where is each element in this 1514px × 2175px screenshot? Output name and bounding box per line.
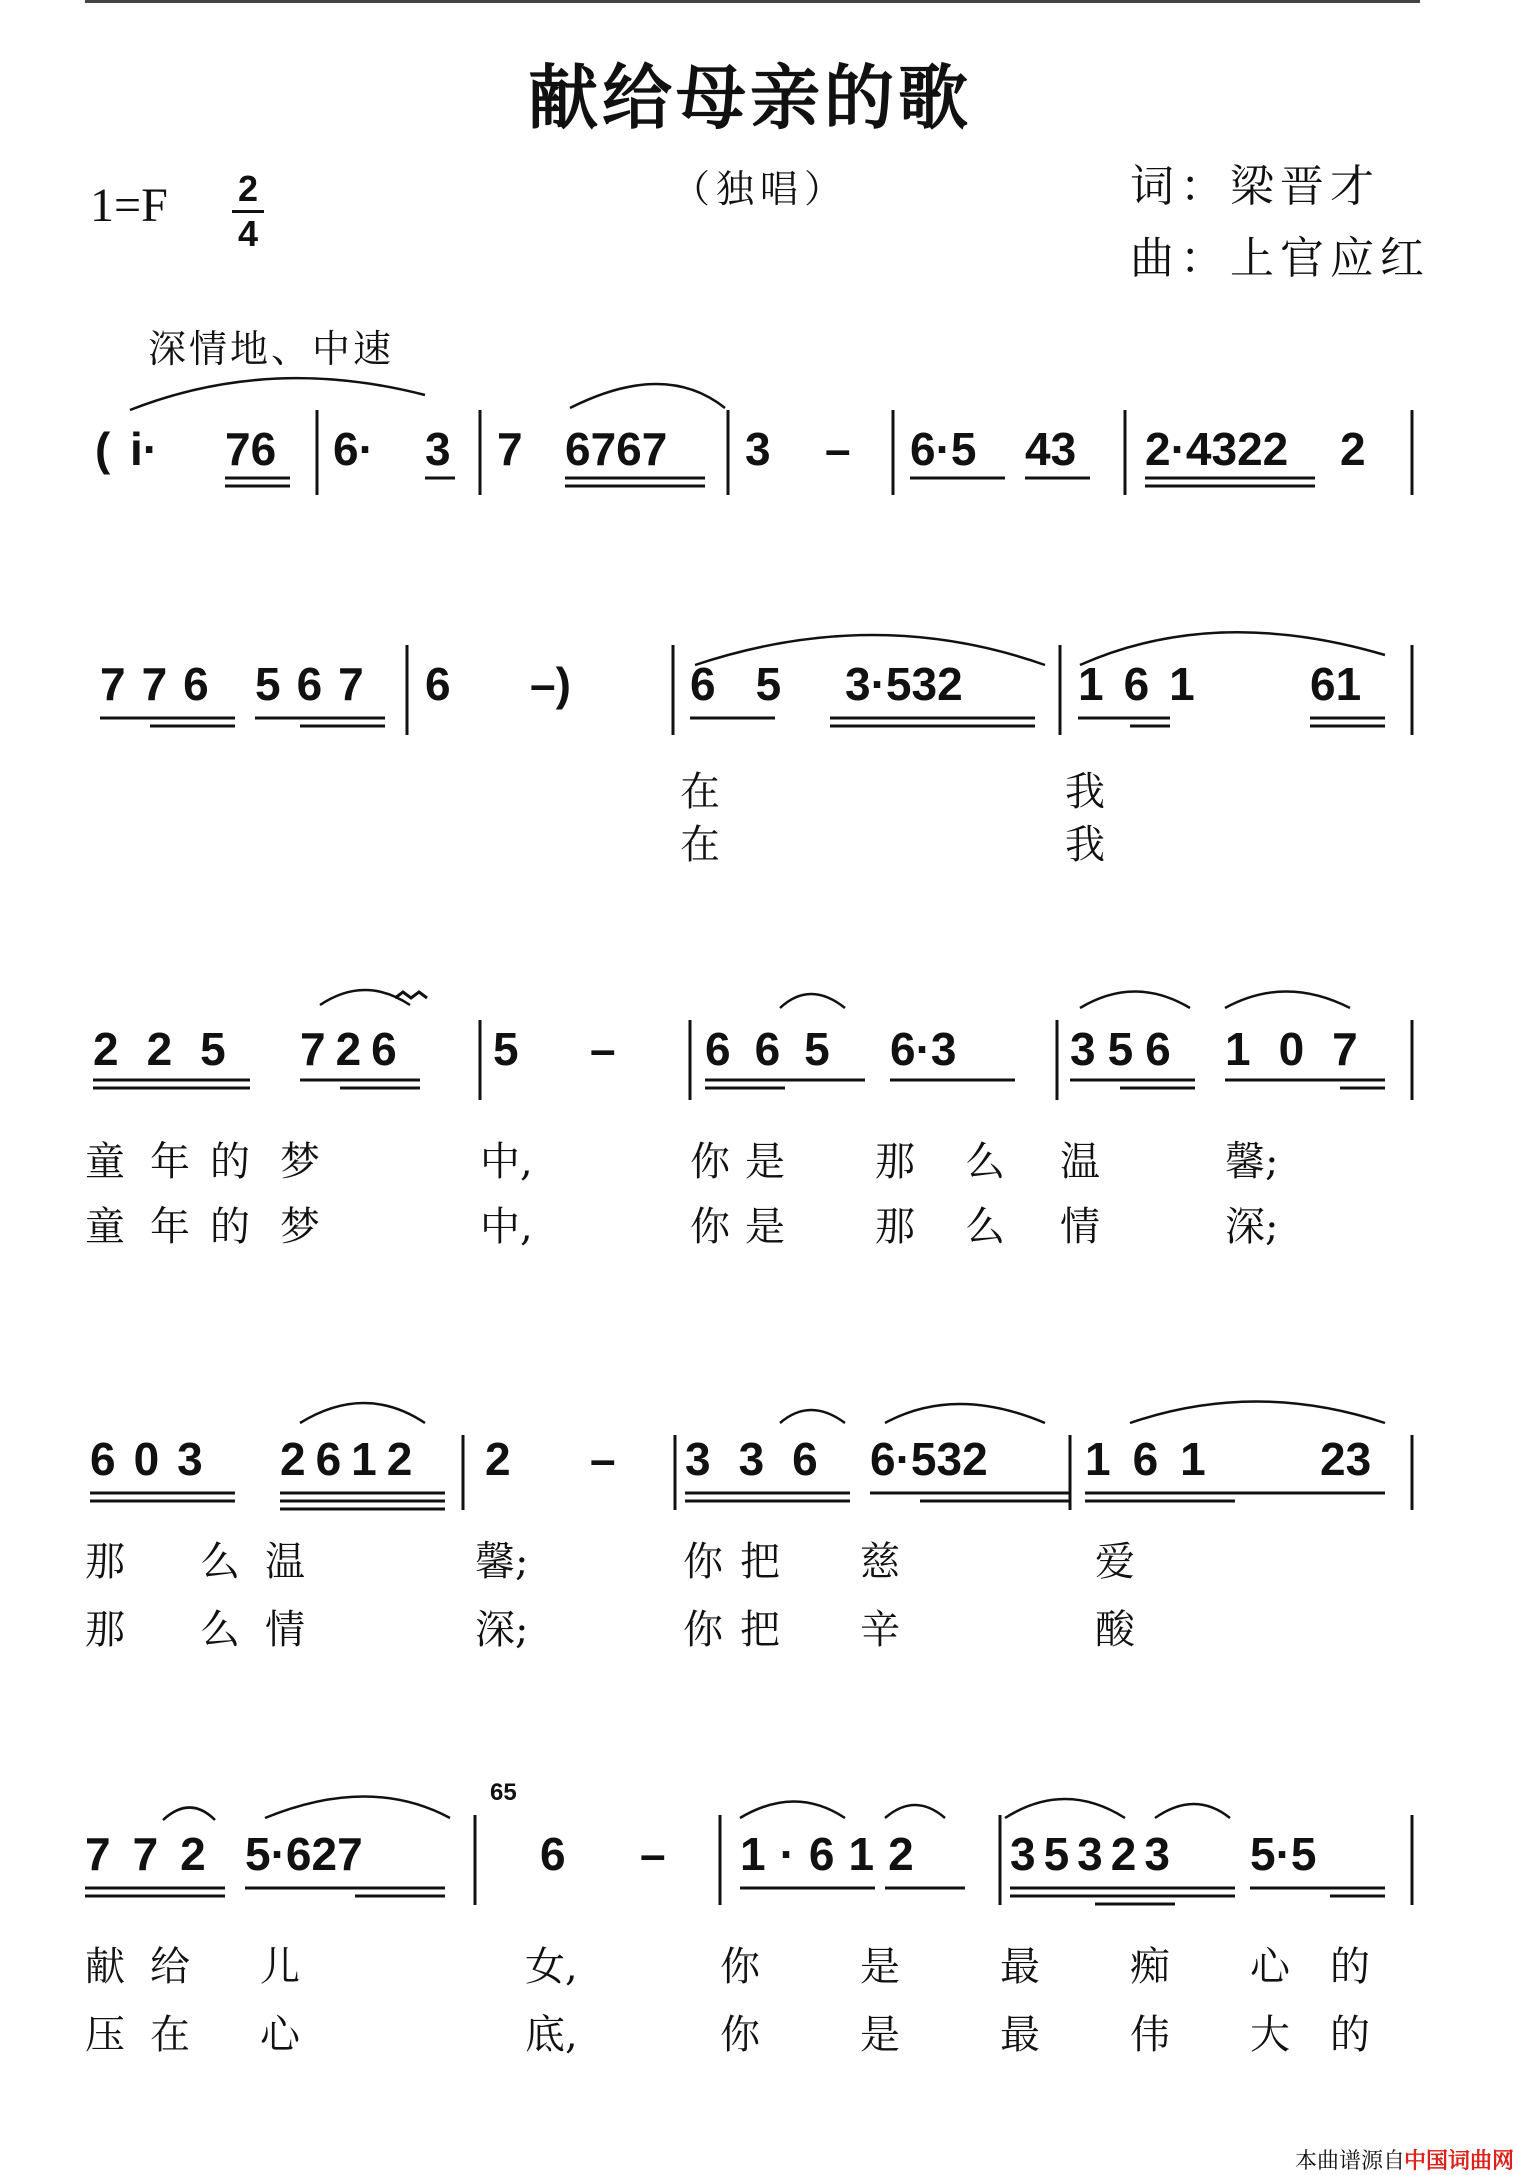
- note-group: 2612: [280, 1433, 423, 1485]
- time-signature-bottom: 4: [237, 213, 259, 254]
- note-group: 1·612: [740, 1828, 928, 1880]
- note-group: 336: [685, 1433, 846, 1485]
- lyric: 把: [740, 1607, 780, 1653]
- lyric: 在: [680, 822, 720, 868]
- note-group: 2: [1340, 423, 1366, 475]
- lyric: 最: [1000, 2012, 1040, 2058]
- score-system-2-svg: [85, 600, 1420, 870]
- lyric: 那: [875, 1139, 915, 1185]
- lyric: 酸: [1095, 1607, 1135, 1653]
- note-group: 2·4322: [1145, 423, 1289, 475]
- slur: [1005, 1799, 1125, 1818]
- lyric: 心: [260, 2012, 300, 2058]
- lyric: 年: [150, 1204, 190, 1250]
- note-group: 6·3: [890, 1023, 957, 1075]
- lyric: 中,: [480, 1204, 533, 1250]
- lyric: 那: [85, 1607, 125, 1653]
- score-system-2: [85, 600, 1420, 870]
- time-signature: [228, 170, 268, 253]
- grace-notes: 65: [490, 1779, 517, 1806]
- slurs: [300, 1402, 1385, 1424]
- slur: [1130, 1402, 1385, 1424]
- note-group: –: [590, 1023, 616, 1075]
- lyric: 你: [690, 1139, 730, 1185]
- lyric: 情: [1060, 1204, 1100, 1250]
- note-group: 5·5: [1250, 1828, 1317, 1880]
- key-signature: 1=F: [90, 179, 168, 232]
- lyric: 在: [150, 2012, 190, 2058]
- top-rule: [85, 0, 1420, 3]
- note-group: 5: [493, 1023, 519, 1075]
- lyric: 最: [1000, 1944, 1040, 1990]
- slur: [1155, 1804, 1230, 1818]
- note-group: (: [95, 423, 111, 475]
- song-title: 献给母亲的歌: [528, 56, 972, 139]
- lyric: 么: [200, 1607, 240, 1653]
- score-system-4: [85, 1375, 1420, 1675]
- lyric: 馨;: [1225, 1139, 1279, 1185]
- lyric: 儿: [260, 1944, 300, 1990]
- footer-source-label: 本曲谱源自: [1295, 2149, 1406, 2174]
- note-group: 776: [100, 658, 225, 710]
- lyric: 心: [1250, 1944, 1290, 1990]
- lyric: 底,: [525, 2012, 578, 2058]
- slur: [1080, 992, 1190, 1009]
- lyric: 给: [150, 1944, 190, 1990]
- mordent-mark: [395, 992, 427, 998]
- composer-credit: 曲：上官应红: [1130, 233, 1430, 284]
- note-group: –: [825, 423, 851, 475]
- lyric: 你: [690, 1204, 730, 1250]
- lyric: 辛: [860, 1607, 900, 1653]
- tempo-marking: 深情地、中速: [148, 327, 395, 371]
- lyric: 是: [860, 2012, 900, 2058]
- lyric: 是: [745, 1204, 785, 1250]
- note-group: 6·5: [910, 423, 977, 475]
- underlines: [225, 478, 1315, 486]
- slur: [1225, 992, 1350, 1009]
- slurs: [320, 990, 1350, 1008]
- underlines: [85, 1888, 1385, 1904]
- lyric: 你: [683, 1607, 723, 1653]
- lyric: 是: [745, 1139, 785, 1185]
- underlines: [100, 718, 1385, 726]
- note-group: –: [640, 1828, 666, 1880]
- slur: [130, 378, 425, 410]
- note-group: 161: [1085, 1433, 1228, 1485]
- underlines: [93, 1080, 1385, 1088]
- note-group: 6767: [565, 423, 668, 475]
- score-system-5-svg: [85, 1770, 1420, 2070]
- note-group: 772: [85, 1828, 228, 1880]
- note-group: i·: [130, 423, 159, 475]
- note-group: 6: [425, 658, 451, 710]
- note-group: 665: [705, 1023, 854, 1075]
- note-group: –): [530, 658, 571, 710]
- lyric: 献: [85, 1944, 125, 1990]
- footer-site-link[interactable]: 中国词曲网: [1404, 2149, 1514, 2174]
- lyric: 温: [265, 1539, 305, 1585]
- note-group: 5·627: [245, 1828, 363, 1880]
- lyric: 我: [1065, 822, 1105, 868]
- slur: [163, 1808, 215, 1821]
- slur: [300, 1403, 425, 1423]
- slur: [885, 1404, 1045, 1423]
- underlines: [90, 1493, 1385, 1509]
- lyric: 在: [680, 769, 720, 815]
- slur: [570, 384, 725, 408]
- lyric: 压: [85, 2012, 125, 2058]
- lyric: 那: [875, 1204, 915, 1250]
- lyric: 梦: [280, 1139, 320, 1185]
- lyric: 深;: [1225, 1204, 1279, 1250]
- lyric: 馨;: [475, 1539, 529, 1585]
- score-system-3: [85, 960, 1420, 1260]
- note-group: 7: [497, 423, 523, 475]
- lyric: 痴: [1130, 1944, 1170, 1990]
- note-group: 2: [485, 1433, 511, 1485]
- slur: [780, 1410, 845, 1423]
- slur: [885, 1805, 945, 1818]
- note-group: –: [590, 1433, 616, 1485]
- slurs: [163, 1797, 1230, 1821]
- lyric: 的: [210, 1204, 250, 1250]
- time-signature-top: 2: [237, 168, 259, 209]
- lyric: 的: [1330, 1944, 1370, 1990]
- score-system-1: [85, 360, 1420, 540]
- note-group: 107: [1225, 1023, 1386, 1075]
- lyric: 童: [85, 1139, 125, 1185]
- lyric: 深;: [475, 1607, 529, 1653]
- note-group: 61: [1310, 658, 1362, 710]
- score-system-1-svg: [85, 360, 1420, 540]
- note-group: 35323: [1010, 1828, 1178, 1880]
- note-group: 356: [1070, 1023, 1183, 1075]
- note-group: 76: [225, 423, 277, 475]
- lyric: 温: [1060, 1139, 1100, 1185]
- lyric: 么: [965, 1204, 1005, 1250]
- lyric: 中,: [480, 1139, 533, 1185]
- score-system-4-svg: [85, 1375, 1420, 1675]
- note-group: 3: [425, 423, 451, 475]
- slur: [265, 1797, 450, 1819]
- lyric: 是: [860, 1944, 900, 1990]
- lyric: 年: [150, 1139, 190, 1185]
- note-group: 6: [540, 1828, 566, 1880]
- note-group: 567: [255, 658, 380, 710]
- note-group: 603: [90, 1433, 221, 1485]
- score-system-3-svg: [85, 960, 1420, 1260]
- note-group: 65: [690, 658, 822, 710]
- lyric: 把: [740, 1539, 780, 1585]
- note-group: 225: [93, 1023, 254, 1075]
- lyric: 伟: [1130, 2012, 1170, 2058]
- slur: [780, 994, 845, 1008]
- note-group: 6·: [333, 423, 374, 475]
- score-system-5: [85, 1770, 1420, 2070]
- note-group: 3·532: [845, 658, 963, 710]
- performance-note: （独唱）: [672, 167, 849, 211]
- note-group: 161: [1078, 658, 1215, 710]
- slur: [740, 1802, 845, 1819]
- lyric: 的: [1330, 2012, 1370, 2058]
- lyric: 你: [683, 1539, 723, 1585]
- lyric: 情: [265, 1607, 305, 1653]
- lyric: 么: [200, 1539, 240, 1585]
- slurs: [130, 378, 725, 410]
- note-group: 6·532: [870, 1433, 988, 1485]
- lyric: 的: [210, 1139, 250, 1185]
- note-group: 43: [1025, 423, 1077, 475]
- lyric: 那: [85, 1539, 125, 1585]
- note-group: 3: [745, 423, 771, 475]
- lyric: 慈: [860, 1539, 900, 1585]
- lyric: 爱: [1095, 1539, 1135, 1585]
- lyricist-credit: 词：梁晋才: [1130, 161, 1380, 212]
- lyric: 么: [965, 1139, 1005, 1185]
- note-group: 726: [300, 1023, 407, 1075]
- lyric: 女,: [525, 1944, 578, 1990]
- lyric: 我: [1065, 769, 1105, 815]
- lyric: 你: [720, 2012, 760, 2058]
- note-group: 23: [1320, 1433, 1372, 1485]
- lyric: 大: [1250, 2012, 1290, 2058]
- lyric: 童: [85, 1204, 125, 1250]
- lyric: 梦: [280, 1204, 320, 1250]
- lyric: 你: [720, 1944, 760, 1990]
